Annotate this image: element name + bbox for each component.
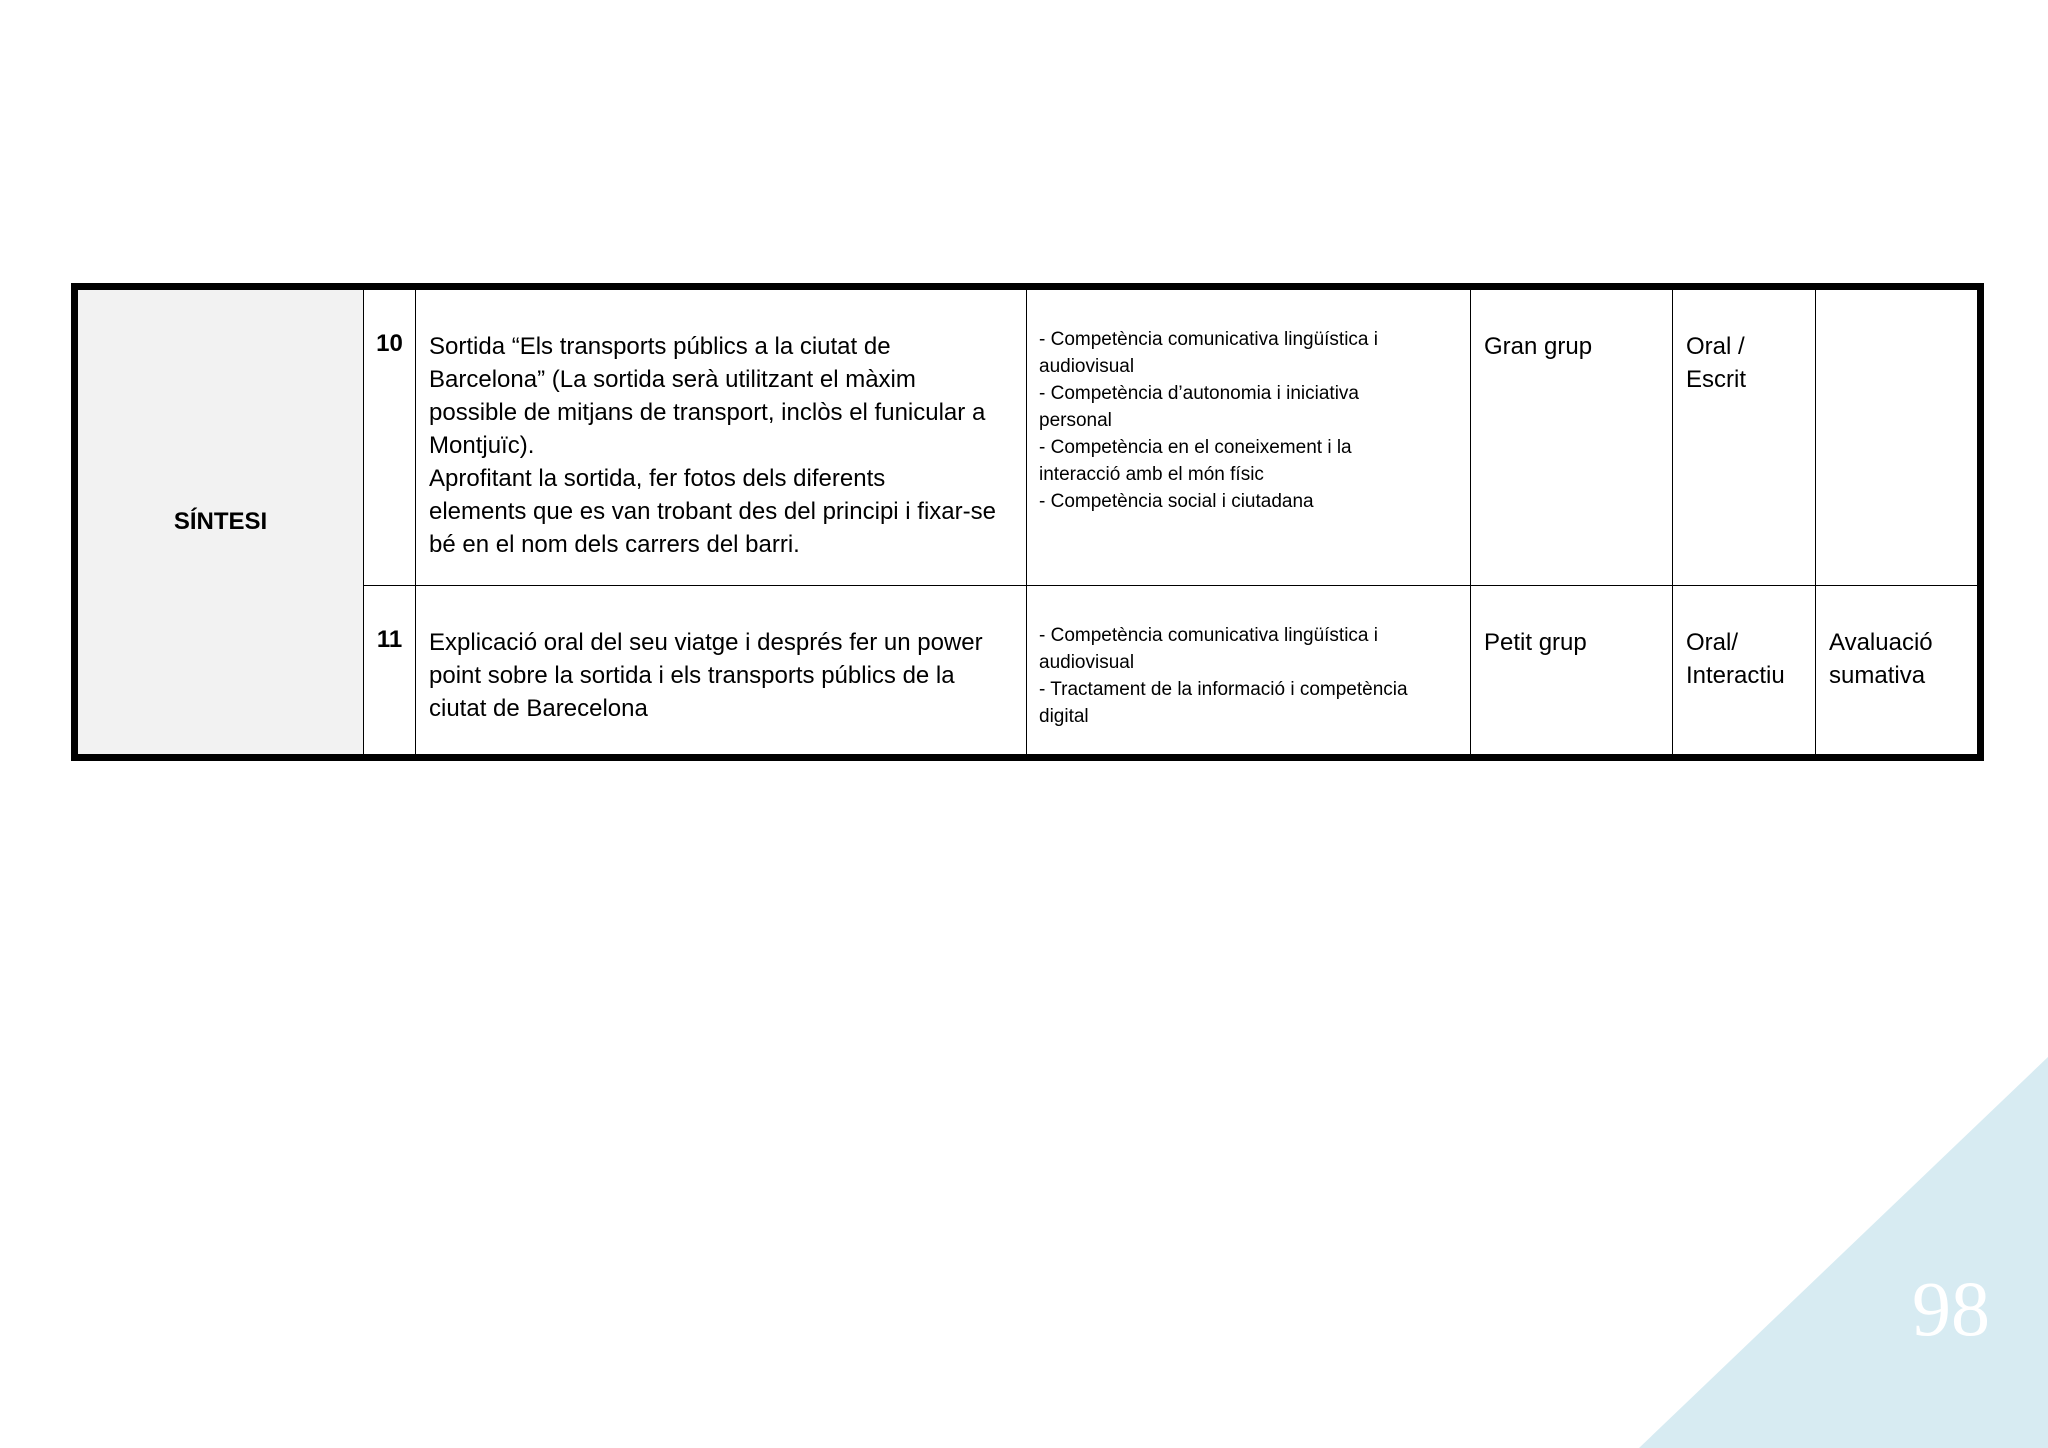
page-number: 98 bbox=[1912, 1265, 1990, 1352]
evaluation-cell bbox=[1816, 287, 1981, 586]
modality-cell: Oral/ Interactiu bbox=[1673, 586, 1816, 758]
activities-table bbox=[71, 283, 1984, 761]
modality-cell: Oral / Escrit bbox=[1673, 287, 1816, 586]
activity-description: Sortida “Els transports públics a la ciutat de Barcelona” (La sortida serà utilitzant el màxim possible de mitjans de transport, inclòs el funicular a Montjuïc). Aprofitant la sortida, fer fotos dels diferents elements que es van trobant des del principi i fixar-se bé en el nom dels carrers del barri. bbox=[416, 287, 1027, 586]
activity-number: 10 bbox=[364, 287, 416, 586]
activity-description: Explicació oral del seu viatge i després fer un power point sobre la sortida i els transports públics de la ciutat de Barecelona bbox=[416, 586, 1027, 758]
evaluation-cell: Avaluació sumativa bbox=[1816, 586, 1981, 758]
phase-cell: SÍNTESI bbox=[75, 287, 364, 758]
corner-triangle-decoration bbox=[1639, 1057, 2048, 1448]
grouping-cell: Petit grup bbox=[1471, 586, 1673, 758]
activity-number: 11 bbox=[364, 586, 416, 758]
grouping-cell: Gran grup bbox=[1471, 287, 1673, 586]
competences-cell: - Competència comunicativa lingüística i audiovisual - Tractament de la informació i competència digital bbox=[1027, 586, 1471, 758]
table-row bbox=[75, 287, 1981, 586]
competences-cell: - Competència comunicativa lingüística i audiovisual - Competència d’autonomia i iniciativa personal - Competència en el coneixement i la interacció amb el món físic - Competència social i ciutadana bbox=[1027, 287, 1471, 586]
